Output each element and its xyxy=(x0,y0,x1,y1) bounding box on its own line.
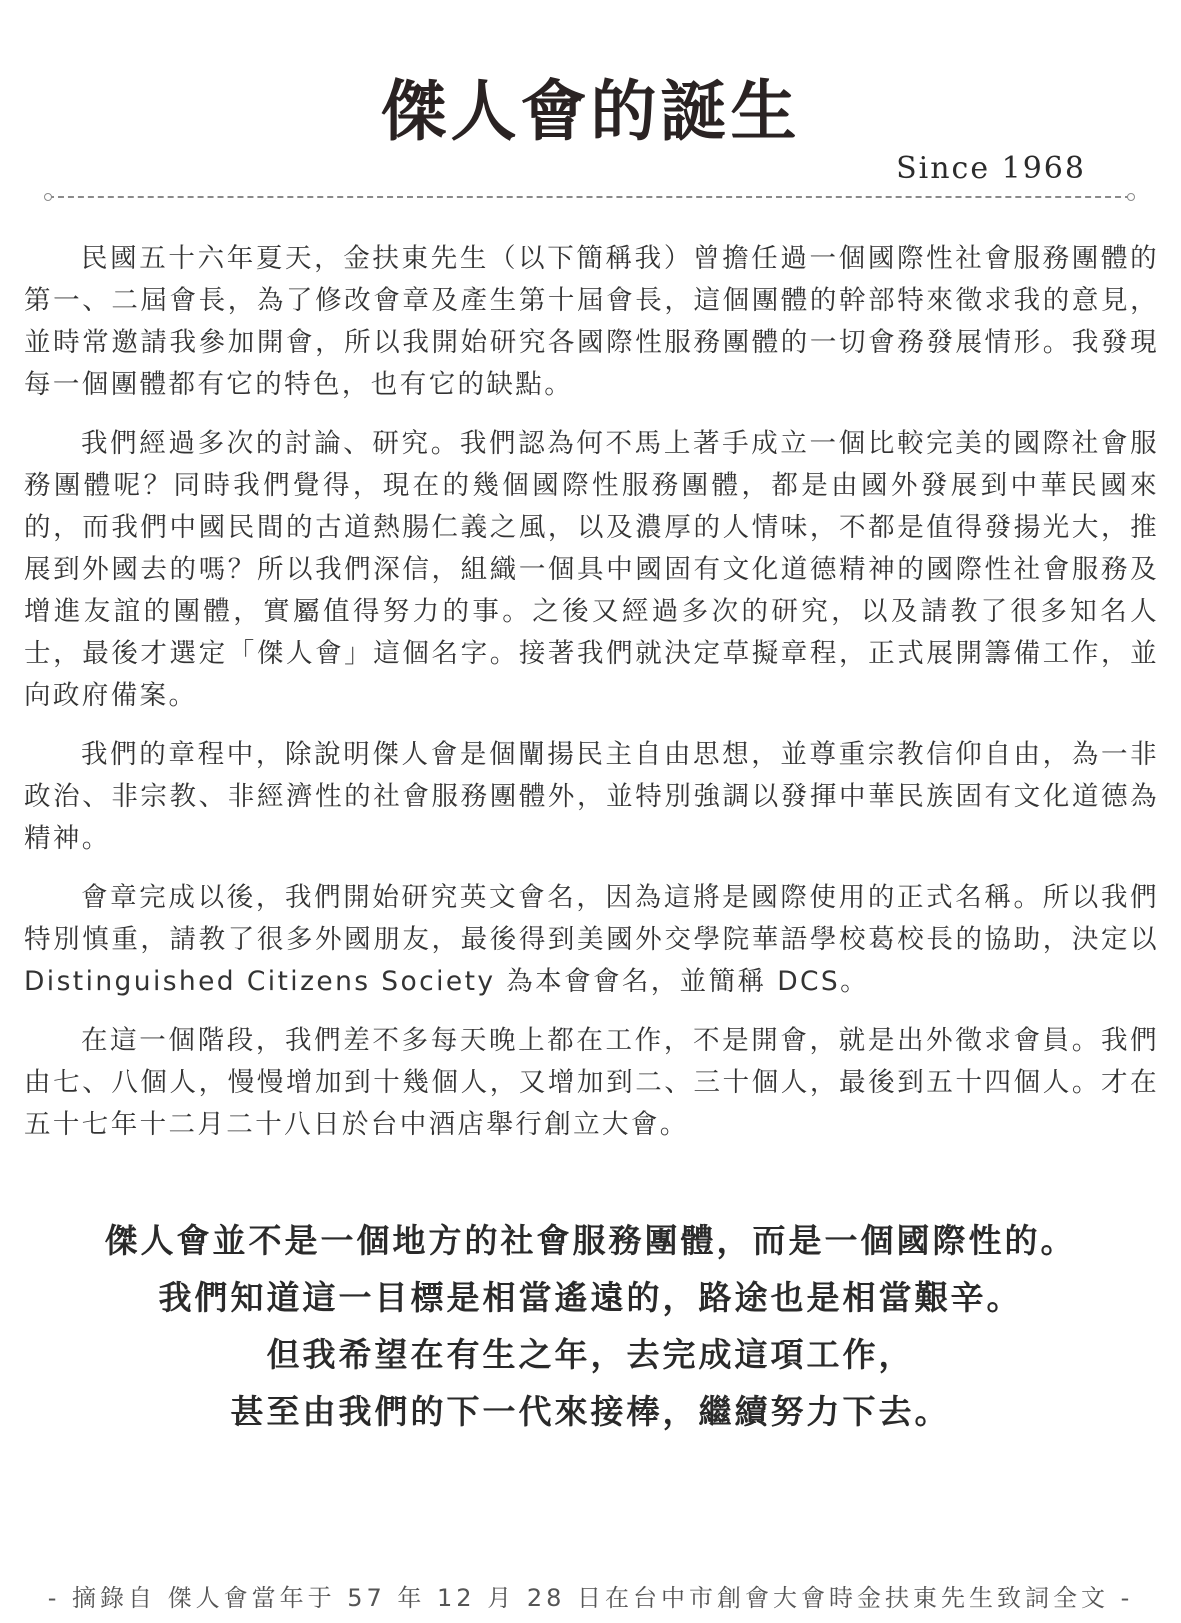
paragraph-4: 會章完成以後，我們開始研究英文會名，因為這將是國際使用的正式名稱。所以我們特別慎重，請教了很多外國朋友，最後得到美國外交學院華語學校葛校長的協助，決定以 Distinguished Citizens Society 為本會會名，並簡稱 DCS。 xyxy=(24,882,1159,997)
source-citation: - 摘錄自 傑人會當年于 57 年 12 月 28 日在台中市創會大會時金扶東先生致詞全文 - xyxy=(47,1584,1134,1612)
dashed-divider xyxy=(48,196,1131,198)
quote-line-4: 甚至由我們的下一代來接棒，繼續努力下去。 xyxy=(230,1392,951,1431)
quote-line-2: 我們知道這一目標是相當遙遠的，路途也是相當艱辛。 xyxy=(158,1278,1023,1317)
quote-line-1: 傑人會並不是一個地方的社會服務團體，而是一個國際性的。 xyxy=(104,1221,1077,1260)
paragraph-1: 民國五十六年夏天，金扶東先生（以下簡稱我）曾擔任過一個國際性社會服務團體的第一、二屆會長，為了修改會章及產生第十屆會長，這個團體的幹部特來徵求我的意見，並時常邀請我參加開會，所以我開始研究各國際性服務團體的一切會務發展情形。我發現每一個團體都有它的特色，也有它的缺點。 xyxy=(24,243,1159,400)
paragraph-3: 我們的章程中，除說明傑人會是個闡揚民主自由思想，並尊重宗教信仰自由，為一非政治、非宗教、非經濟性的社會服務團體外，並特別強調以發揮中華民族固有文化道德為精神。 xyxy=(24,739,1159,854)
divider-left-dot xyxy=(44,193,52,201)
article-body xyxy=(24,238,1159,1163)
divider-right-dot xyxy=(1127,193,1135,201)
quote-line-3: 但我希望在有生之年，去完成這項工作， xyxy=(266,1335,915,1374)
paragraph-5: 在這一個階段，我們差不多每天晚上都在工作，不是開會，就是出外徵求會員。我們由七、八個人，慢慢增加到十幾個人，又增加到二、三十個人，最後到五十四個人。才在五十七年十二月二十八日於台中酒店舉行創立大會。 xyxy=(24,1025,1159,1140)
since-label: Since 1968 xyxy=(896,151,1086,186)
paragraph-2: 我們經過多次的討論、研究。我們認為何不馬上著手成立一個比較完美的國際社會服務團體呢？同時我們覺得，現在的幾個國際性服務團體，都是由國外發展到中華民國來的，而我們中國民間的古道熱腸仁義之風，以及濃厚的人情味，不都是值得發揚光大，推展到外國去的嗎？所以我們深信，組織一個具中國固有文化道德精神的國際性社會服務及增進友誼的團體，實屬值得努力的事。之後又經過多次的研究，以及請教了很多知名人士，最後才選定「傑人會」這個名字。接著我們就決定草擬章程，正式展開籌備工作，並向政府備案。 xyxy=(24,428,1159,711)
page-title: 傑人會的誕生 xyxy=(380,72,801,150)
highlight-quote xyxy=(0,1212,1181,1440)
